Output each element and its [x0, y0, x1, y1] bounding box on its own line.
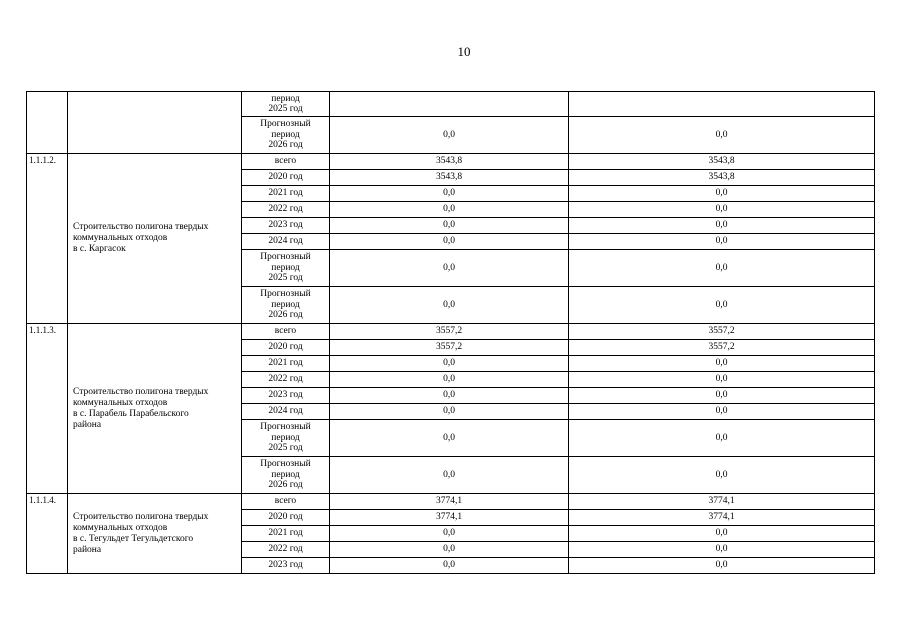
period-cell	[242, 170, 330, 186]
item-name-line: Строительство полигона твердых	[73, 222, 209, 232]
value-cell-1	[330, 186, 569, 202]
period-label-line: Прогнозный	[260, 252, 311, 263]
period-cell	[242, 287, 330, 324]
amount-value: 0,0	[443, 299, 455, 310]
value-cell-2	[569, 494, 875, 510]
period-cell	[242, 324, 330, 340]
period-label-line: всего	[274, 496, 297, 507]
value-cell-1	[330, 218, 569, 234]
value-cell-1	[330, 154, 569, 170]
item-name-cell	[68, 92, 242, 154]
amount-value: 0,0	[715, 188, 728, 198]
value-cell-2	[569, 340, 875, 356]
value-cell-2	[569, 457, 875, 494]
period-label-line: 2021 год	[268, 188, 303, 199]
amount-value: 0,0	[443, 390, 455, 400]
amount-value: 0,0	[715, 544, 728, 554]
value-cell-1	[330, 356, 569, 372]
amount-value: 0,0	[715, 406, 728, 416]
period-label-line: период	[271, 469, 300, 480]
amount-value: 0,0	[715, 469, 728, 480]
value-cell-2	[569, 526, 875, 542]
period-label-line: 2026 год	[268, 480, 303, 491]
item-number: 1.1.1.3.	[29, 325, 56, 335]
value-cell-2	[569, 218, 875, 234]
value-cell-2	[569, 186, 875, 202]
item-name-cell	[68, 494, 242, 574]
item-name-line: в с. Каргасок	[73, 244, 126, 254]
amount-value: 0,0	[443, 544, 455, 554]
period-label-line: период	[271, 93, 300, 104]
value-cell-1	[330, 117, 569, 154]
value-cell-1	[330, 170, 569, 186]
period-label-line: 2025 год	[268, 273, 303, 284]
value-cell-1	[330, 457, 569, 494]
item-name-cell	[68, 324, 242, 494]
period-label-line: 2026 год	[268, 140, 303, 151]
period-label-line: период	[271, 262, 300, 273]
period-label-line: 2021 год	[268, 528, 303, 539]
period-label-line: всего	[274, 326, 297, 337]
period-label-line: период	[271, 299, 300, 310]
period-cell	[242, 388, 330, 404]
value-cell-2	[569, 420, 875, 457]
period-label-line: период	[271, 432, 300, 443]
amount-value: 0,0	[715, 390, 728, 400]
period-label-line: Прогнозный	[260, 422, 311, 433]
amount-value: 0,0	[443, 204, 455, 214]
value-cell-1	[330, 404, 569, 420]
amount-value: 0,0	[443, 374, 455, 384]
period-cell	[242, 250, 330, 287]
value-cell-1	[330, 542, 569, 558]
value-cell-1	[330, 526, 569, 542]
period-label-line: 2023 год	[268, 220, 303, 231]
period-label-line: Прогнозный	[260, 119, 311, 130]
table-row	[27, 494, 875, 510]
amount-value: 0,0	[443, 188, 455, 198]
period-label-line: 2024 год	[268, 236, 303, 247]
amount-value: 0,0	[443, 469, 455, 480]
value-cell-2	[569, 234, 875, 250]
period-cell	[242, 404, 330, 420]
amount-value: 3543,8	[708, 156, 735, 166]
value-cell-1	[330, 494, 569, 510]
period-label-line: 2022 год	[268, 204, 303, 215]
period-label-line: Прогнозный	[260, 459, 311, 470]
period-label-line: 2022 год	[268, 544, 303, 555]
amount-value: 3557,2	[708, 326, 735, 336]
value-cell-2	[569, 542, 875, 558]
period-label-line: 2021 год	[268, 358, 303, 369]
period-label-line: всего	[274, 156, 297, 167]
period-label-line: 2020 год	[268, 512, 303, 523]
item-number-cell	[27, 154, 68, 324]
value-cell-1	[330, 372, 569, 388]
item-name-line: коммунальных отходов	[73, 233, 168, 243]
value-cell-1	[330, 92, 569, 117]
value-cell-1	[330, 420, 569, 457]
amount-value: 0,0	[715, 560, 728, 570]
period-cell	[242, 340, 330, 356]
amount-value: 0,0	[715, 299, 728, 310]
period-label-line: 2025 год	[268, 104, 303, 114]
period-cell	[242, 356, 330, 372]
value-cell-2	[569, 202, 875, 218]
period-cell	[242, 526, 330, 542]
amount-value: 0,0	[715, 374, 728, 384]
value-cell-2	[569, 117, 875, 154]
item-name-line: Строительство полигона твердых	[73, 511, 209, 522]
value-cell-1	[330, 324, 569, 340]
period-label-line: 2024 год	[268, 406, 303, 417]
amount-value: 0,0	[715, 262, 728, 273]
item-number: 1.1.1.2.	[29, 155, 56, 165]
period-cell	[242, 420, 330, 457]
item-name-cell	[68, 154, 242, 324]
period-cell	[242, 186, 330, 202]
period-label-line: 2025 год	[268, 443, 303, 454]
amount-value: 0,0	[715, 528, 728, 538]
period-cell	[242, 202, 330, 218]
period-label-line: 2020 год	[268, 342, 303, 353]
amount-value: 0,0	[715, 204, 728, 214]
period-label-line: Прогнозный	[260, 289, 311, 300]
amount-value: 0,0	[443, 406, 455, 416]
value-cell-2	[569, 287, 875, 324]
value-cell-1	[330, 510, 569, 526]
period-cell	[242, 558, 330, 574]
amount-value: 0,0	[715, 220, 728, 230]
amount-value: 0,0	[443, 432, 455, 443]
value-cell-2	[569, 388, 875, 404]
period-cell	[242, 542, 330, 558]
value-cell-1	[330, 250, 569, 287]
item-number: 1.1.1.4.	[29, 495, 56, 505]
item-name-line: в с. Парабель Парабельского	[73, 408, 189, 419]
period-cell	[242, 494, 330, 510]
item-name-line: в с. Тегульдет Тегульдетского	[73, 533, 194, 544]
amount-value: 0,0	[443, 236, 455, 246]
item-number-cell	[27, 92, 68, 154]
amount-value: 3774,1	[708, 512, 735, 522]
item-number-cell	[27, 324, 68, 494]
period-cell	[242, 372, 330, 388]
table-row	[27, 154, 875, 170]
value-cell-1	[330, 287, 569, 324]
item-name-line: коммунальных отходов	[73, 397, 168, 408]
amount-value: 0,0	[715, 432, 728, 443]
amount-value: 3557,2	[435, 342, 463, 352]
amount-value: 3557,2	[435, 326, 463, 336]
item-name-line: района	[73, 419, 102, 430]
amount-value: 3543,8	[435, 172, 463, 182]
amount-value: 0,0	[443, 560, 455, 570]
amount-value: 0,0	[443, 129, 455, 140]
amount-value: 3774,1	[435, 496, 463, 506]
amount-value: 0,0	[443, 262, 455, 273]
period-label-line: 2020 год	[268, 172, 303, 183]
item-name-line: коммунальных отходов	[73, 522, 168, 533]
value-cell-1	[330, 558, 569, 574]
value-cell-2	[569, 250, 875, 287]
period-label-line: 2022 год	[268, 374, 303, 385]
value-cell-2	[569, 170, 875, 186]
period-cell	[242, 510, 330, 526]
value-cell-1	[330, 340, 569, 356]
value-cell-2	[569, 154, 875, 170]
value-cell-2	[569, 558, 875, 574]
amount-value: 3774,1	[435, 512, 463, 522]
amount-value: 3543,8	[435, 156, 463, 166]
item-number-cell	[27, 494, 68, 574]
period-cell	[242, 92, 330, 117]
amount-value: 0,0	[443, 358, 455, 368]
table-row	[27, 324, 875, 340]
period-cell	[242, 457, 330, 494]
value-cell-2	[569, 372, 875, 388]
value-cell-1	[330, 234, 569, 250]
value-cell-2	[569, 510, 875, 526]
period-cell	[242, 154, 330, 170]
period-label-line: 2026 год	[268, 310, 303, 321]
amount-value: 0,0	[443, 220, 455, 230]
period-cell	[242, 117, 330, 154]
item-name-line: района	[73, 544, 102, 555]
amount-value: 0,0	[715, 358, 728, 368]
item-name-line: Строительство полигона твердых	[73, 386, 209, 397]
period-label-line: 2023 год	[268, 560, 303, 571]
period-cell	[242, 234, 330, 250]
value-cell-1	[330, 388, 569, 404]
period-label-line: период	[271, 129, 300, 140]
value-cell-2	[569, 404, 875, 420]
amount-value: 0,0	[715, 129, 728, 140]
value-cell-2	[569, 356, 875, 372]
value-cell-2	[569, 92, 875, 117]
budget-table	[26, 91, 875, 574]
period-label-line: 2023 год	[268, 390, 303, 401]
amount-value: 0,0	[443, 528, 455, 538]
value-cell-1	[330, 202, 569, 218]
value-cell-2	[569, 324, 875, 340]
amount-value: 3774,1	[708, 496, 735, 506]
period-cell	[242, 218, 330, 234]
amount-value: 3543,8	[708, 172, 735, 182]
amount-value: 3557,2	[708, 342, 735, 352]
table-row	[27, 92, 875, 117]
amount-value: 0,0	[715, 236, 728, 246]
page-number: 10	[457, 44, 471, 59]
